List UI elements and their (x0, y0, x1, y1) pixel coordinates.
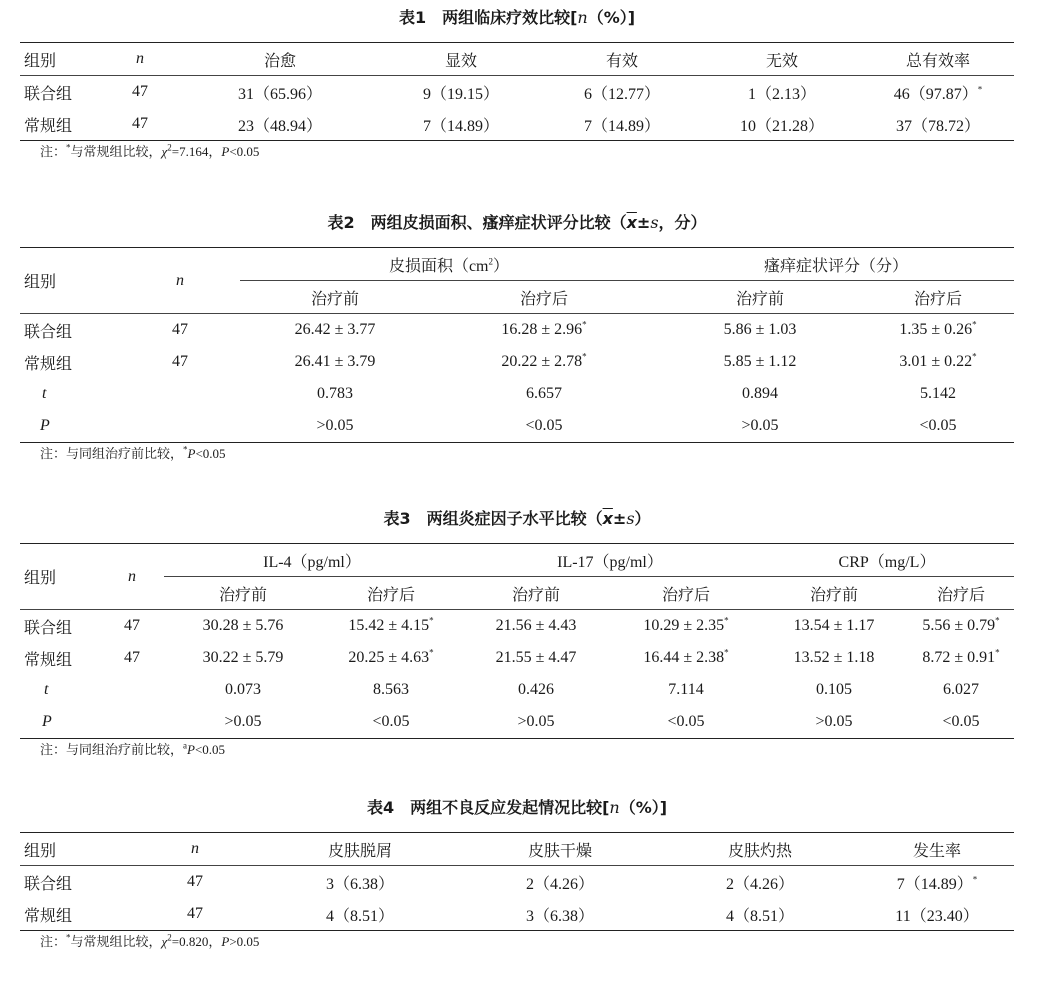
table-cell: 1（2.13） (747, 85, 816, 103)
table-cell: 7.114 (668, 681, 704, 698)
table-2-caption: 表2 两组皮损面积、瘙痒症状评分比较（$\overline{x}\pm s$，分） (327, 213, 707, 232)
table-cell: 47 (172, 321, 188, 338)
table-row (20, 642, 1014, 674)
subheader-cell: 治疗后 (430, 281, 658, 314)
table-cell: 0.783 (317, 385, 353, 402)
header-cell: n (120, 248, 240, 314)
table-cell: 3（6.38） (460, 898, 660, 931)
table-row (20, 674, 1014, 706)
significance-mark: * (429, 647, 434, 658)
stat-label: P (20, 706, 100, 739)
table-row (20, 314, 1014, 347)
header-span-cell: IL-17（pg/ml） (460, 544, 760, 577)
table-cell: 联合组 (24, 85, 73, 103)
table-cell: 20.25 ± 4.63* (348, 647, 434, 666)
table-cell: <0.05 (862, 410, 1014, 443)
table-row (20, 706, 1014, 739)
table-cell: 10.29 ± 2.35* (643, 615, 729, 634)
table-cell: 46（97.87）* (893, 84, 983, 103)
table-cell: 30.28 ± 5.76 (202, 617, 284, 634)
table-cell: 5.56 ± 0.79* (922, 615, 1000, 634)
table-cell: 37（78.72） (862, 108, 1014, 141)
table-row (20, 610, 1014, 643)
table-cell: 4（8.51） (260, 898, 460, 931)
significance-mark: * (724, 615, 729, 626)
table-row (20, 108, 1014, 141)
table-cell: 3（6.38） (325, 875, 394, 893)
table-row (20, 544, 1014, 577)
table-row (20, 346, 1014, 378)
table-cell: 0.105 (816, 681, 852, 698)
table-2-note: 注：与同组治疗前比较，*P<0.05 (40, 444, 226, 461)
significance-mark: * (995, 647, 1000, 658)
table-cell: 0.426 (518, 681, 554, 698)
table-cell: <0.05 (908, 706, 1014, 739)
table-cell: 7（14.89）* (896, 874, 978, 893)
table-4-caption: 表4 两组不良反应发起情况比较[n（%）] (366, 798, 668, 817)
table-cell: 2（4.26） (525, 875, 594, 893)
table-cell: 6.027 (943, 681, 979, 698)
significance-mark: * (582, 351, 587, 362)
table-cell: 47 (124, 617, 140, 634)
table-1-note: 注：*与常规组比较，$\chi^2=7.164$，P<0.05 (40, 142, 260, 159)
table-row (20, 898, 1014, 931)
table-cell: 30.22 ± 5.79 (202, 649, 284, 666)
table-cell: 6（12.77） (583, 85, 660, 103)
table-cell: 13.52 ± 1.18 (793, 649, 875, 666)
significance-mark: * (972, 351, 977, 362)
stat-label: t (42, 385, 47, 402)
table-cell: 47 (172, 353, 188, 370)
table-cell: 26.41 ± 3.79 (294, 353, 376, 370)
table-cell: >0.05 (164, 706, 322, 739)
significance-mark: * (724, 647, 729, 658)
table-cell: 联合组 (24, 323, 73, 341)
table-cell: 47 (132, 83, 148, 100)
table-row (20, 577, 1014, 610)
table-cell: 常规组 (24, 651, 73, 669)
table-4-grid (20, 832, 1014, 931)
table-cell: 16.28 ± 2.96* (501, 319, 587, 338)
table-cell: 0.894 (742, 385, 778, 402)
subheader-cell: 治疗前 (658, 281, 862, 314)
header-cell: 组别 (20, 833, 130, 866)
table-cell: 常规组 (20, 108, 100, 141)
header-cell: 发生率 (860, 833, 1014, 866)
table-row (20, 833, 1014, 866)
table-cell: 6.657 (526, 385, 562, 402)
table-cell: 1.35 ± 0.26* (899, 319, 977, 338)
table-2 (20, 211, 1014, 465)
table-2-grid (20, 247, 1014, 443)
subheader-cell: 治疗前 (164, 577, 322, 610)
header-span-cell: 皮损面积$(cm^2)$ (240, 248, 658, 281)
header-cell: n (100, 544, 164, 610)
header-cell: 皮肤脱屑 (260, 833, 460, 866)
table-cell: 10（21.28） (702, 108, 862, 141)
table-cell: 4（8.51） (660, 898, 860, 931)
table-cell: 21.56 ± 4.43 (495, 617, 577, 634)
table-row (20, 248, 1014, 281)
stat-label: t (44, 681, 49, 698)
table-cell: <0.05 (322, 706, 460, 739)
significance-mark: * (582, 319, 587, 330)
table-cell: 2（4.26） (725, 875, 794, 893)
table-cell: 3.01 ± 0.22* (899, 351, 977, 370)
table-row (20, 76, 1014, 109)
table-cell: 常规组 (20, 898, 130, 931)
header-cell: 皮肤灼热 (660, 833, 860, 866)
table-3 (20, 507, 1014, 761)
table-cell: 5.86 ± 1.03 (723, 321, 797, 338)
subheader-cell: 治疗后 (322, 577, 460, 610)
table-4-note: 注：*与常规组比较，$\chi^2=0.820$，P>0.05 (40, 932, 260, 949)
table-4 (20, 796, 1014, 953)
stat-label: P (20, 410, 120, 443)
header-cell: 总有效率 (862, 43, 1014, 76)
table-cell: 9（19.15） (422, 85, 499, 103)
header-span-cell: CRP（mg/L） (760, 544, 1014, 577)
header-cell: 组别 (20, 43, 100, 76)
subheader-cell: 治疗后 (862, 281, 1014, 314)
subheader-cell: 治疗后 (612, 577, 760, 610)
table-cell: 13.54 ± 1.17 (793, 617, 875, 634)
table-3-note: 注：与同组治疗前比较，$^a$P<0.05 (40, 740, 226, 757)
table-cell: 常规组 (24, 355, 73, 373)
subheader-cell: 治疗前 (460, 577, 612, 610)
significance-mark: * (429, 615, 434, 626)
significance-mark: * (972, 319, 977, 330)
table-cell: 15.42 ± 4.15* (348, 615, 434, 634)
header-cell: n (130, 833, 260, 866)
subheader-cell: 治疗前 (760, 577, 908, 610)
table-row (20, 378, 1014, 410)
significance-mark: * (995, 615, 1000, 626)
header-span-cell: 瘙痒症状评分（分） (658, 248, 1014, 281)
table-cell: >0.05 (460, 706, 612, 739)
table-row (20, 410, 1014, 443)
table-cell: 5.85 ± 1.12 (723, 353, 797, 370)
table-cell: 7（14.89） (380, 108, 542, 141)
table-cell: <0.05 (612, 706, 760, 739)
table-cell: 联合组 (24, 619, 73, 637)
significance-mark: * (972, 874, 978, 885)
table-cell: 23（48.94） (180, 108, 380, 141)
table-cell: 7（14.89） (542, 108, 702, 141)
table-3-grid (20, 543, 1014, 739)
header-cell: 无效 (702, 43, 862, 76)
table-3-caption: 表3 两组炎症因子水平比较$(\overline{x}\pm s)$ (383, 509, 651, 528)
table-cell: 8.72 ± 0.91* (922, 647, 1000, 666)
table-cell: 联合组 (24, 875, 73, 893)
table-cell: 47 (187, 873, 203, 890)
table-cell (100, 706, 164, 739)
table-cell: >0.05 (760, 706, 908, 739)
header-cell: 组别 (20, 544, 100, 610)
header-cell: 有效 (542, 43, 702, 76)
table-cell: 11（23.40） (860, 898, 1014, 931)
table-cell: 47 (100, 108, 180, 141)
header-span-cell: IL-4（pg/ml） (164, 544, 460, 577)
table-1 (20, 6, 1014, 163)
subheader-cell: 治疗后 (908, 577, 1014, 610)
header-cell: 显效 (380, 43, 542, 76)
table-cell: >0.05 (658, 410, 862, 443)
table-cell: 16.44 ± 2.38* (643, 647, 729, 666)
table-cell: 31（65.96） (237, 85, 322, 103)
header-cell: n (100, 43, 180, 76)
header-cell: 皮肤干燥 (460, 833, 660, 866)
table-cell (120, 410, 240, 443)
table-cell: 21.55 ± 4.47 (495, 649, 577, 666)
header-cell: 组别 (20, 248, 120, 314)
table-cell: 26.42 ± 3.77 (294, 321, 376, 338)
table-cell: 47 (124, 649, 140, 666)
table-1-grid (20, 42, 1014, 141)
table-cell: >0.05 (240, 410, 430, 443)
table-cell: 20.22 ± 2.78* (501, 351, 587, 370)
table-cell: 5.142 (920, 385, 956, 402)
table-row (20, 43, 1014, 76)
significance-mark: * (977, 84, 983, 95)
header-cell: 治愈 (180, 43, 380, 76)
table-1-caption: 表1 两组临床疗效比较[n（%）] (398, 8, 636, 27)
table-cell: <0.05 (430, 410, 658, 443)
table-cell (120, 378, 240, 410)
table-cell (100, 674, 164, 706)
table-cell: 47 (130, 898, 260, 931)
table-cell: 8.563 (373, 681, 409, 698)
subheader-cell: 治疗前 (240, 281, 430, 314)
table-row (20, 866, 1014, 899)
table-cell: 0.073 (225, 681, 261, 698)
